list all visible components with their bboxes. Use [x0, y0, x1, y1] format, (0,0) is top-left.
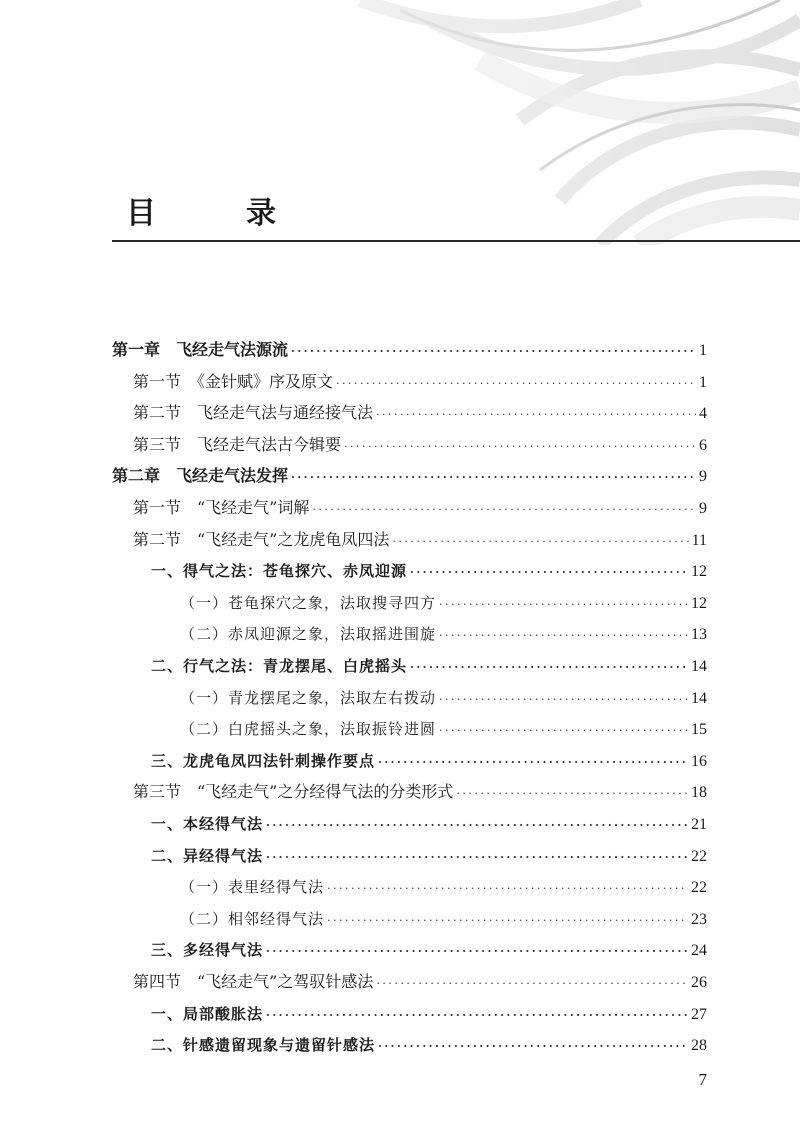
- toc-entry-page: 28: [691, 1037, 707, 1055]
- toc-entry[interactable]: [133, 525, 707, 555]
- toc-entry-page: 13: [691, 626, 707, 644]
- page-title: 目 录: [126, 196, 306, 231]
- toc-entry-label: 第一节 《金针赋》序及原文: [133, 371, 334, 391]
- dot-leader: [410, 558, 688, 588]
- toc-entry-page: 23: [691, 910, 707, 928]
- dot-leader: [344, 432, 696, 462]
- toc-entry[interactable]: [180, 714, 707, 744]
- decorative-swirl-header: [0, 0, 800, 245]
- toc-entry-label: 二、异经得气法: [151, 846, 264, 865]
- dot-leader: [291, 337, 696, 367]
- toc-entry-page: 21: [691, 816, 707, 833]
- dot-leader: [291, 463, 696, 493]
- toc-entry-label: （一）表里经得气法: [180, 878, 325, 897]
- toc-entry[interactable]: [180, 872, 707, 902]
- toc-entry[interactable]: [151, 746, 707, 776]
- dot-leader: [327, 906, 688, 936]
- toc-entry-label: 二、针感遗留现象与遗留针感法: [151, 1036, 376, 1055]
- dot-leader: [439, 590, 688, 620]
- toc-entry-label: （二）赤凤迎源之象，法取摇进围旋: [180, 625, 437, 644]
- toc-entry-page: 1: [699, 342, 707, 359]
- toc-entry-label: 第三节 飞经走气法古今辑要: [133, 434, 342, 454]
- dot-leader: [439, 621, 688, 651]
- dot-leader: [439, 716, 688, 746]
- toc-entry-page: 14: [691, 689, 707, 707]
- dot-leader: [266, 1001, 688, 1031]
- toc-entry-label: （二）相邻经得气法: [180, 909, 325, 928]
- toc-entry-page: 9: [699, 500, 707, 517]
- toc-entry-label: 第四节 “飞经走气”之驾驭针感法: [133, 972, 374, 991]
- toc-entry-page: 27: [691, 1005, 707, 1023]
- dot-leader: [378, 748, 688, 778]
- toc-entry-label: 三、龙虎龟凤四法针刺操作要点: [151, 751, 376, 770]
- dot-leader: [327, 874, 688, 904]
- toc-entry-page: 9: [699, 468, 707, 486]
- dot-leader: [376, 969, 688, 999]
- toc-entry[interactable]: [151, 1030, 707, 1060]
- toc-entry-page: 12: [691, 594, 707, 612]
- toc-entry[interactable]: [151, 809, 707, 839]
- toc-entry[interactable]: [112, 335, 707, 365]
- toc-entry-page: 18: [691, 784, 707, 802]
- toc-entry-label: 第二章 飞经走气法发挥: [112, 466, 289, 486]
- page-number: 7: [698, 1070, 707, 1089]
- toc-entry[interactable]: [133, 430, 707, 460]
- toc-entry-label: 一、本经得气法: [151, 815, 264, 833]
- dot-leader: [336, 369, 696, 399]
- toc-entry[interactable]: [112, 461, 707, 491]
- toc-entry[interactable]: [151, 935, 707, 965]
- dot-leader: [410, 653, 688, 683]
- toc-entry-page: 1: [699, 373, 707, 391]
- toc-entry-label: 第二节 飞经走气法与通经接气法: [133, 403, 374, 423]
- toc-entry[interactable]: [133, 777, 707, 807]
- toc-entry-page: 15: [691, 721, 707, 739]
- toc-entry-label: 三、多经得气法: [151, 941, 264, 960]
- toc-entry[interactable]: [133, 967, 707, 997]
- dot-leader: [266, 937, 688, 967]
- toc-entry[interactable]: [180, 588, 707, 618]
- toc-entry-label: 第二节 “飞经走气”之龙虎龟凤四法: [133, 529, 390, 549]
- toc-entry[interactable]: [180, 904, 707, 934]
- toc-entry-label: （一）青龙摆尾之象，法取左右拨动: [180, 688, 437, 707]
- dot-leader: [376, 400, 696, 430]
- title-divider: [112, 240, 800, 242]
- dot-leader: [266, 811, 688, 841]
- toc-entry-page: 22: [691, 847, 707, 865]
- dot-leader: [312, 495, 696, 525]
- toc-entry-label: 第一节 “飞经走气”词解: [133, 498, 310, 517]
- toc-entry[interactable]: [151, 556, 707, 586]
- toc-entry[interactable]: [133, 493, 707, 523]
- toc-entry-page: 4: [699, 405, 707, 423]
- toc-entry-page: 16: [691, 752, 707, 770]
- toc-entry-page: 12: [691, 563, 707, 581]
- dot-leader: [378, 1032, 688, 1062]
- toc-entry-label: （二）白虎摇头之象，法取振铃进圆: [180, 720, 437, 739]
- dot-leader: [439, 685, 688, 715]
- toc-entry[interactable]: [133, 367, 707, 397]
- toc-entry-label: 一、得气之法：苍龟探穴、赤凤迎源: [151, 562, 408, 581]
- toc-entry-page: 24: [691, 942, 707, 960]
- toc-entry[interactable]: [133, 398, 707, 428]
- toc-entry-label: 第一章 飞经走气法源流: [112, 340, 289, 359]
- toc-entry-label: 二、行气之法：青龙摆尾、白虎摇头: [151, 657, 408, 675]
- toc-entry[interactable]: [151, 841, 707, 871]
- toc-entry-page: 26: [691, 974, 707, 991]
- toc-entry-label: （一）苍龟探穴之象，法取搜寻四方: [180, 593, 437, 612]
- toc-entry-page: 14: [691, 658, 707, 675]
- dot-leader: [392, 527, 688, 557]
- toc-entry-label: 一、局部酸胀法: [151, 1004, 264, 1023]
- toc-entry-page: 11: [691, 531, 707, 549]
- toc-entry-label: 第三节 “飞经走气”之分经得气法的分类形式: [133, 782, 454, 802]
- toc-entry[interactable]: [180, 619, 707, 649]
- toc-entry[interactable]: [151, 651, 707, 681]
- dot-leader: [266, 843, 688, 873]
- toc-entry[interactable]: [180, 683, 707, 713]
- toc-entry-page: 6: [699, 436, 707, 454]
- toc-entry[interactable]: [151, 999, 707, 1029]
- toc-entry-page: 22: [691, 879, 707, 897]
- dot-leader: [456, 779, 688, 809]
